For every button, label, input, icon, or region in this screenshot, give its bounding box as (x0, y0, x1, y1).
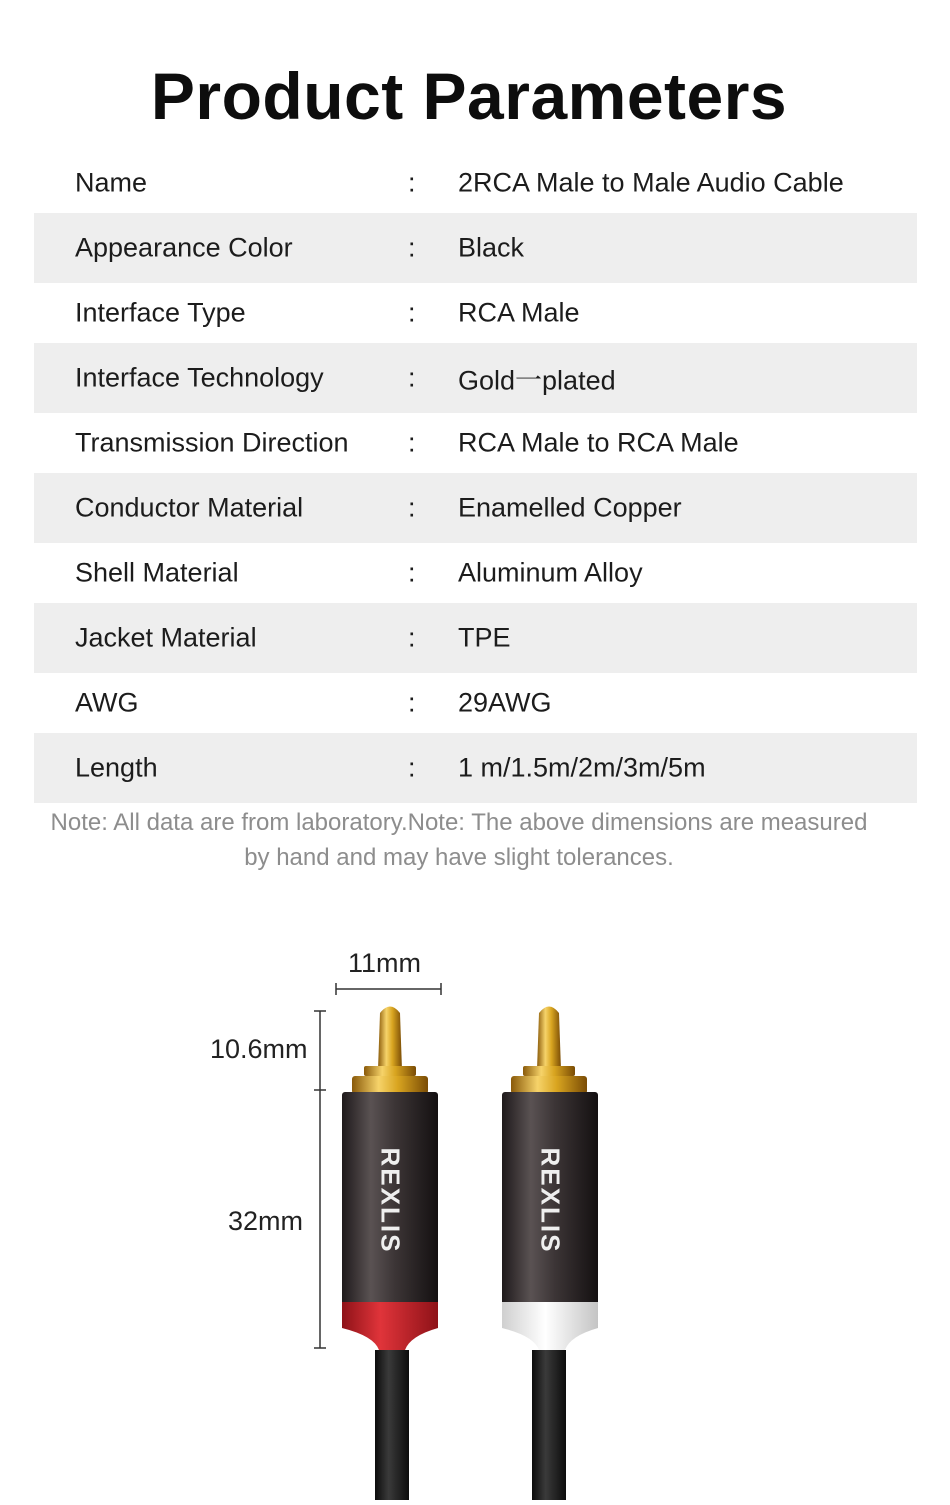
param-label: Length (75, 752, 158, 783)
param-separator: : (408, 752, 416, 783)
param-row-jacket-material (34, 603, 917, 673)
param-value: 1 m/1.5m/2m/3m/5m (458, 752, 706, 783)
param-value: Black (458, 232, 525, 263)
param-value: Enamelled Copper (458, 492, 682, 523)
param-value: RCA Male (458, 297, 580, 328)
connector-diagram (0, 930, 950, 1500)
left-plug-brand-label: REXLIS (375, 1147, 406, 1254)
param-separator: : (408, 232, 416, 263)
param-label: Conductor Material (75, 492, 304, 523)
width-dimension-label: 11mm (348, 948, 422, 978)
lab-note: Note: All data are from laboratory.Note: The above dimensions are measured by hand and may have slight tolerances. (50, 809, 868, 871)
param-separator: : (408, 687, 416, 718)
height-dimension-line (314, 1011, 326, 1348)
param-separator: : (408, 362, 416, 393)
body-length-label: 32mm (228, 1206, 304, 1236)
param-separator: : (408, 167, 416, 198)
param-value: 2RCA Male to Male Audio Cable (458, 167, 844, 198)
param-label: Name (75, 167, 148, 198)
param-label: Interface Type (75, 297, 246, 328)
param-label: Interface Technology (75, 362, 324, 393)
width-dimension-line (336, 983, 441, 995)
param-separator: : (408, 427, 416, 458)
param-value: 29AWG (458, 687, 552, 718)
right-plug-brand-label: REXLIS (535, 1147, 566, 1254)
parameters-table (34, 153, 917, 803)
param-row-shell-material (34, 543, 917, 603)
param-row-appearance-color (34, 213, 917, 283)
param-value: Gold一plated (458, 365, 616, 396)
param-value: TPE (458, 622, 511, 653)
param-row-transmission-direction (34, 413, 917, 473)
param-label: Appearance Color (75, 232, 293, 263)
param-separator: : (408, 297, 416, 328)
param-row-interface-technology (34, 343, 917, 413)
param-row-length (34, 733, 917, 803)
param-label: Jacket Material (75, 622, 257, 653)
param-row-conductor-material (34, 473, 917, 543)
param-label: AWG (75, 687, 139, 718)
rca-plugs-illustration (0, 930, 950, 1500)
param-label: Shell Material (75, 557, 239, 588)
param-separator: : (408, 622, 416, 653)
page-title: Product Parameters (150, 59, 788, 133)
tip-length-label: 10.6mm (210, 1034, 308, 1064)
param-value: RCA Male to RCA Male (458, 427, 739, 458)
param-value: Aluminum Alloy (458, 557, 643, 588)
param-row-interface-type (34, 283, 917, 343)
param-row-name (34, 153, 917, 213)
param-separator: : (408, 492, 416, 523)
param-label: Transmission Direction (75, 427, 349, 458)
param-separator: : (408, 557, 416, 588)
param-row-awg (34, 673, 917, 733)
